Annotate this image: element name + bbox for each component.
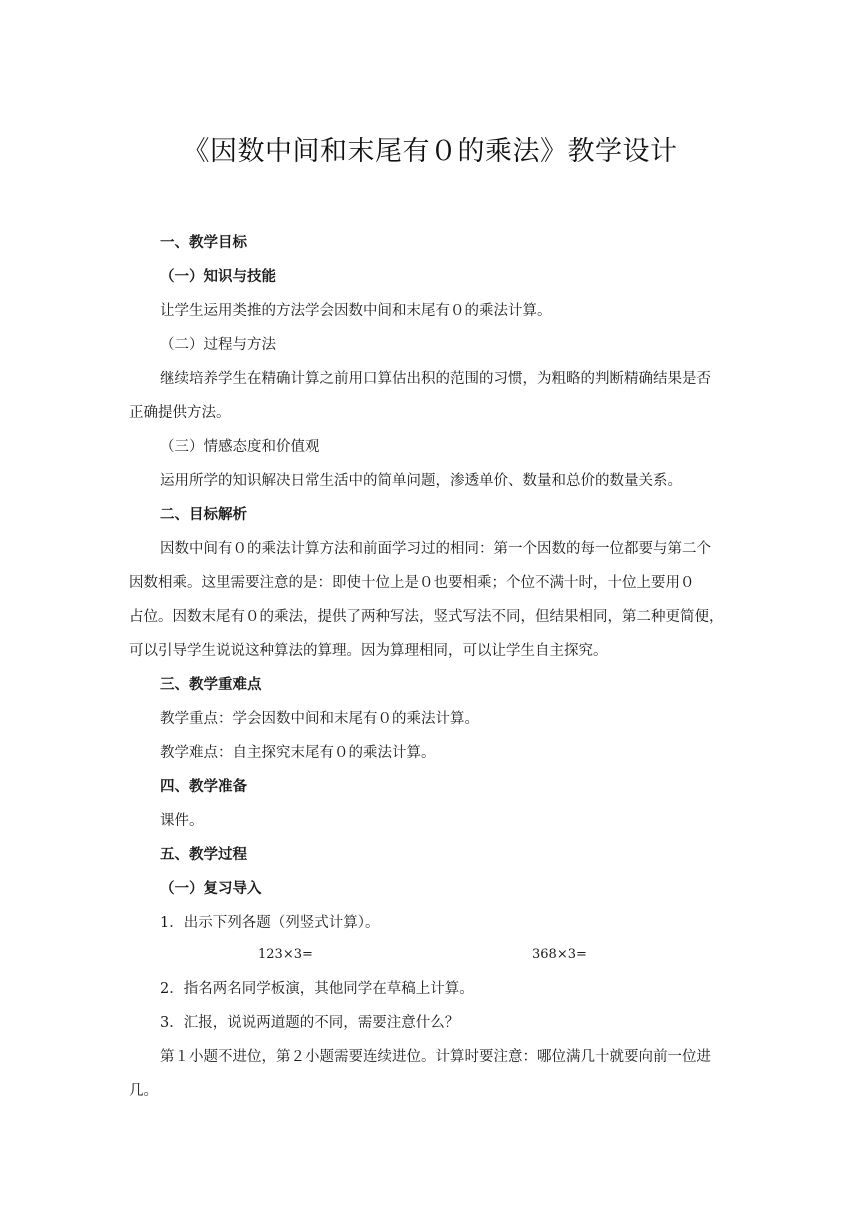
list-item-2: 2．指名两名同学板演，其他同学在草稿上计算。 — [160, 981, 474, 997]
heading-teaching-process: 五、教学过程 — [160, 847, 247, 863]
paragraph-key-point: 教学重点：学会因数中间和末尾有０的乘法计算。 — [160, 711, 479, 727]
paragraph-review-line2: 几。 — [129, 1083, 158, 1099]
heading-goal-analysis: 二、目标解析 — [160, 507, 247, 523]
paragraph-goal-analysis-line1: 因数中间有０的乘法计算方法和前面学习过的相同：第一个因数的每一位都要与第二个 — [160, 541, 711, 557]
math-expression-2: 368×3= — [532, 947, 587, 962]
list-item-1: 1．出示下列各题（列竖式计算）。 — [160, 915, 380, 931]
heading-key-difficult-points: 三、教学重难点 — [160, 677, 262, 693]
subheading-emotion-values: （三）情感态度和价值观 — [160, 439, 320, 455]
subheading-process-method: （二）过程与方法 — [160, 337, 276, 353]
paragraph-review-line1: 第１小题不进位，第２小题需要连续进位。计算时要注意：哪位满几十就要向前一位进 — [160, 1049, 711, 1065]
paragraph-goal-analysis-line3: 占位。因数末尾有０的乘法，提供了两种写法，竖式写法不同，但结果相同，第二种更简便， — [129, 609, 724, 625]
heading-teaching-goals: 一、教学目标 — [160, 235, 247, 251]
paragraph-process-method-line2: 正确提供方法。 — [129, 405, 231, 421]
math-expression-1: 123×3= — [258, 947, 313, 962]
paragraph-difficult-point: 教学难点：自主探究末尾有０的乘法计算。 — [160, 745, 436, 761]
paragraph-preparation: 课件。 — [160, 813, 204, 829]
heading-teaching-preparation: 四、教学准备 — [160, 779, 247, 795]
paragraph-emotion-values: 运用所学的知识解决日常生活中的简单问题，渗透单价、数量和总价的数量关系。 — [160, 473, 682, 489]
subheading-review-intro: （一）复习导入 — [160, 881, 262, 897]
paragraph-process-method-line1: 继续培养学生在精确计算之前用口算估出积的范围的习惯，为粗略的判断精确结果是否 — [160, 371, 711, 387]
paragraph-knowledge-skills: 让学生运用类推的方法学会因数中间和末尾有０的乘法计算。 — [160, 303, 552, 319]
paragraph-goal-analysis-line4: 可以引导学生说说这种算法的算理。因为算理相同，可以让学生自主探究。 — [129, 643, 608, 659]
list-item-3: 3．汇报，说说两道题的不同，需要注意什么？ — [160, 1015, 460, 1031]
subheading-knowledge-skills: （一）知识与技能 — [160, 269, 276, 285]
document-title: 《因数中间和末尾有０的乘法》教学设计 — [182, 136, 678, 167]
paragraph-goal-analysis-line2: 因数相乘。这里需要注意的是：即使十位上是０也要相乘；个位不满十时，十位上要用０ — [129, 575, 695, 591]
